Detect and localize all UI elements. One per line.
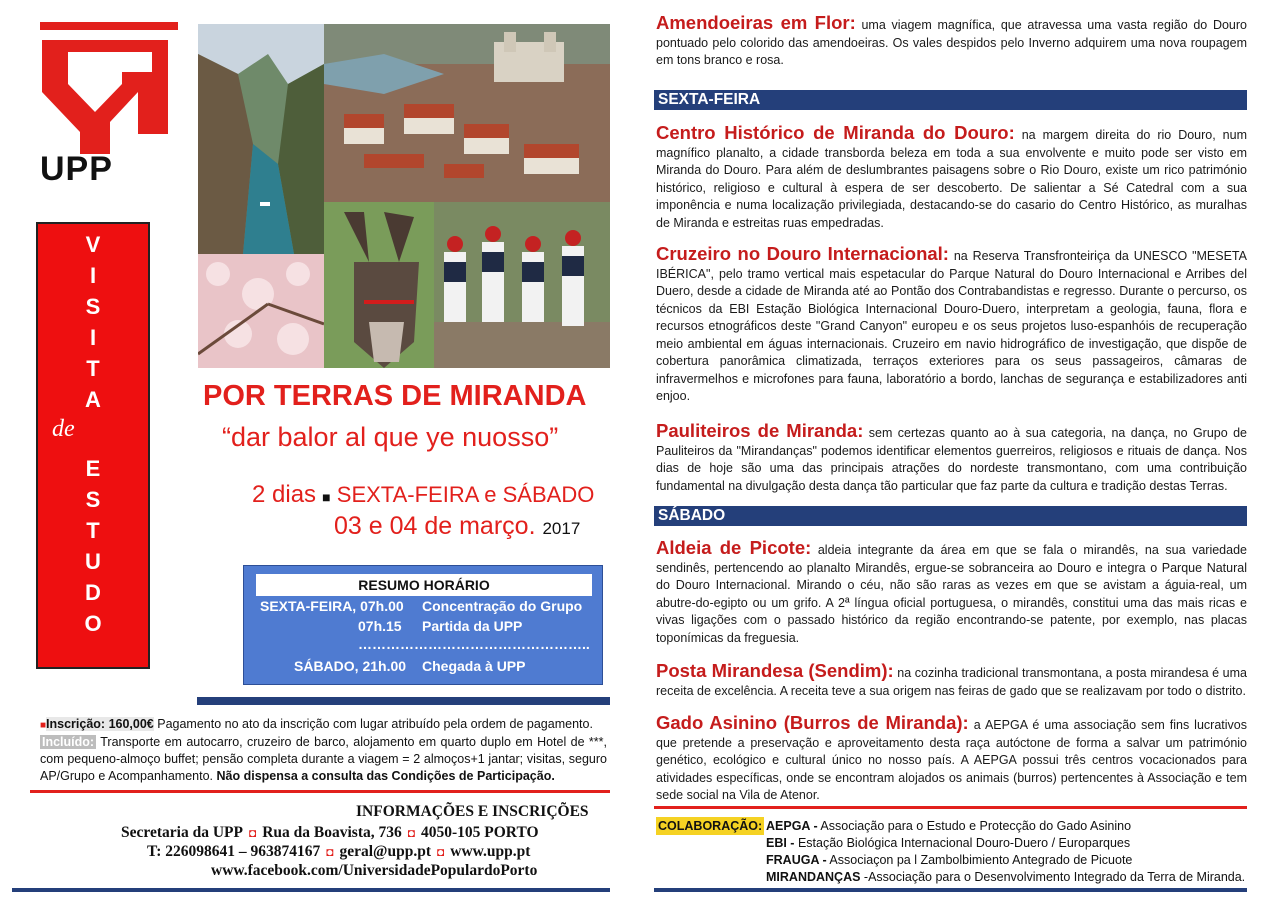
- contacts-address: [121, 824, 539, 842]
- banner-letter: S: [85, 487, 101, 512]
- collaboration-section: [656, 817, 1249, 889]
- collaborator-name: FRAUGA -: [766, 853, 827, 867]
- registration-bullet: ■: [40, 720, 47, 731]
- schedule-row-2-desc: Partida da UPP: [422, 618, 523, 634]
- collaborator-name: AEPGA -: [766, 819, 818, 833]
- schedule-row-4-desc: Chegada à UPP: [422, 658, 526, 674]
- banner-letter: I: [89, 325, 97, 350]
- schedule-summary-box: [243, 565, 603, 685]
- bottom-divider-left: [12, 888, 610, 892]
- section-text: na Reserva Transfronteiriça da UNESCO "MESETA IBÉRICA", pelo tramo vertical mais espetacular do Parque Natural do Douro Internacional e Arribes del Duero, desde a cidade de Miranda até ao Pontão dos Contrabandistas e regresso. Durante o percurso, os técnicos da EBI Estação Biológica Internacional Douro-Duero, interpretam a geologia, fauna, flora e recursos etnográficos deste "Grand Canyon" europeu e os seus projetos luso-espanhóis de recuperação meio ambiental em águas internacionais. Cruzeiro em navio hidrográfico de investigação, que dispõe de cobertura panorâmica climatizada, terraços exteriores para os seus passageiros, câmaras de infravermelhos e microfones para fauna, laboratório a bordo, lanchas de segurança e estabilizadores anti enjoo.: [656, 249, 1247, 403]
- section-heading: Posta Mirandesa (Sendim):: [656, 660, 894, 681]
- banner-letter: O: [84, 611, 102, 636]
- section-text: a AEPGA é uma associação sem fins lucrativos que pretende a preservação e aproveitamento desta raça autóctone de forma a salvar um património genético, ecológico e cultural único no nosso país. A AEPGA possui três centros vocacionados para atividades específicas, onde se encontram alojados os animais (burros) pertencentes à Associação e tem sede social na Vila de Atenor.: [656, 718, 1247, 802]
- canyon-photo: [198, 24, 324, 254]
- schedule-row-2-time: 07h.15: [358, 618, 402, 634]
- left-divider-red: [30, 790, 610, 793]
- section-amendoeiras: [656, 14, 1247, 70]
- event-dates: [334, 512, 580, 541]
- schedule-row-dots: …………………………………………..: [358, 636, 590, 652]
- section-cruzeiro: [656, 245, 1247, 406]
- section-heading: Pauliteiros de Miranda:: [656, 420, 864, 441]
- banner-letter: I: [89, 263, 97, 288]
- schedule-row-1-desc: Concentração do Grupo: [422, 598, 583, 614]
- miranda-town-photo: [324, 24, 610, 202]
- day-bar-saturday: SÁBADO: [654, 506, 1247, 526]
- collaborator-desc: Associaçon pa l Zambolbimiento Antegrado de Picuote: [826, 853, 1133, 867]
- separator-icon: ◘: [248, 826, 257, 840]
- banner-letter: A: [85, 387, 101, 412]
- schedule-row-4-day: SÁBADO, 21h.00: [294, 658, 407, 674]
- separator-icon: ◘: [407, 826, 415, 840]
- weekdays: SEXTA-FEIRA e SÁBADO: [336, 482, 595, 507]
- collaborator-frauga: [766, 851, 1132, 869]
- day-bar-friday: SEXTA-FEIRA: [654, 90, 1247, 110]
- left-divider-blue: [197, 697, 610, 705]
- collaborator-ebi: [766, 834, 1130, 852]
- registration-payment: Pagamento no ato da inscrição com lugar atribuído pela ordem de pagamento.: [153, 717, 593, 731]
- separator-icon: ◘: [437, 845, 445, 859]
- postal-code: 4050-105 PORTO: [421, 824, 539, 841]
- collaborator-aepga: [766, 817, 1131, 835]
- dates-text: 03 e 04 de março.: [334, 512, 536, 540]
- section-text: sem certezas quanto ao à sua categoria, na dança, no Grupo de Pauliteiros da "Mirandanças" podemos identificar elementos guerreiros, religiosos e rituais de dança. Nos dias de hoje são uma das principais atrações do nordeste transmontano, com uma contribuição fundamental na divulgação desta dança tão particular que faz parte da cultura e tradição destas Terras.: [656, 426, 1247, 493]
- section-heading: Centro Histórico de Miranda do Douro:: [656, 122, 1015, 143]
- banner-letter: D: [85, 580, 101, 605]
- banner-letter: S: [85, 294, 101, 319]
- banner-letter: T: [86, 356, 100, 381]
- logo-text: UPP: [40, 150, 113, 188]
- section-heading: Amendoeiras em Flor:: [656, 12, 856, 33]
- email-link[interactable]: geral@upp.pt: [339, 843, 431, 860]
- collaborator-name: EBI -: [766, 836, 795, 850]
- collaborator-desc: -Associação para o Desenvolvimento Integrado da Terra de Miranda.: [860, 870, 1246, 884]
- days-count: 2 dias: [252, 481, 317, 508]
- banner-letter: V: [85, 232, 101, 257]
- banner-de: de: [52, 416, 75, 442]
- facebook-link[interactable]: www.facebook.com/UniversidadePopulardoPorto: [211, 862, 538, 879]
- schedule-title: RESUMO HORÁRIO: [256, 574, 592, 596]
- registration-price: Inscrição: 160,00€: [46, 717, 154, 731]
- almond-blossom-photo: [198, 254, 324, 368]
- conditions-note: Não dispensa a consulta das Condições de Participação.: [216, 769, 555, 783]
- pauliteiros-dancers-photo: [434, 202, 610, 368]
- section-heading: Cruzeiro no Douro Internacional:: [656, 243, 949, 264]
- contacts-phone-email: [147, 843, 530, 861]
- website-link[interactable]: www.upp.pt: [450, 843, 531, 860]
- banner-letter: E: [85, 456, 101, 481]
- donkey-photo: [324, 202, 434, 368]
- banner-letter: U: [85, 549, 101, 574]
- section-centro-historico: [656, 124, 1247, 232]
- section-gado-asinino: [656, 714, 1247, 805]
- section-heading: Gado Asinino (Burros de Miranda):: [656, 712, 969, 733]
- included-label: Incluído:: [42, 735, 95, 749]
- section-pauliteiros: [656, 422, 1247, 495]
- section-aldeia-picote: [656, 539, 1247, 647]
- dates-year: 2017: [542, 519, 581, 538]
- registration-info: [40, 716, 607, 785]
- days-separator: ■: [322, 489, 331, 505]
- event-subtitle: “dar balor al que ye nuosso”: [222, 422, 559, 452]
- phone-numbers: T: 226098641 – 963874167: [147, 843, 321, 860]
- section-heading: Aldeia de Picote:: [656, 537, 812, 558]
- event-title: POR TERRAS DE MIRANDA: [203, 380, 587, 412]
- bottom-divider-right: [654, 888, 1247, 892]
- right-divider-red: [654, 806, 1247, 809]
- collaboration-label: COLABORAÇÃO:: [658, 819, 763, 833]
- banner-letter: T: [86, 518, 100, 543]
- secretariat: Secretaria da UPP: [121, 824, 243, 841]
- collaborator-desc: Estação Biológica Internacional Douro-Duero / Europarques: [794, 836, 1131, 850]
- section-text: uma viagem magnífica, que atravessa uma vasta região do Douro pontuado pelo colorido das amendoeiras. Os vales despidos pelo Inverno adquirem uma nova roupagem em tons branco e rosa.: [656, 18, 1247, 67]
- section-posta-mirandesa: [656, 662, 1247, 700]
- collaborator-name: MIRANDANÇAS: [766, 870, 861, 884]
- collaborator-mirandancas: [766, 868, 1245, 886]
- separator-icon: ◘: [326, 845, 334, 859]
- section-text: na margem direita do rio Douro, num magnífico planalto, a cidade transborda beleza em toda a sua envolvente e muito pode ser visto em Miranda do Douro. Para além de deslumbrantes paisagens sobre o Rio Douro, existe um rico património histórico, religioso e cultural à espera de ser descoberto. De salientar a Sé Catedral com a sua imponência e numa localização privilegiada, destacando-se do casario do Centro Histórico, as muralhas de Miranda e estreitas ruas empedradas.: [656, 128, 1248, 230]
- schedule-row-1-day: SEXTA-FEIRA, 07h.00: [260, 598, 404, 614]
- included-text: Transporte em autocarro, cruzeiro de barco, alojamento em quarto duplo em Hotel de ***, com pequeno-almoço buffet; pensão completa durante a viagem = 2 almoços+1 jantar; visitas, seguro AP/Grupo e Acompanhamento.: [40, 735, 607, 783]
- collaborator-desc: Associação para o Estudo e Protecção do Gado Asinino: [817, 819, 1132, 833]
- street: Rua da Boavista, 736: [262, 824, 402, 841]
- section-text: na cozinha tradicional transmontana, a posta mirandesa é uma receita de excelência. A receita teve a sua origem nas feiras de gado que se realizavam por todo o distrito.: [656, 666, 1248, 698]
- contacts-title: INFORMAÇÕES E INSCRIÇÕES: [356, 803, 589, 820]
- visita-de-estudo-banner: [36, 222, 150, 669]
- event-days: [252, 481, 594, 509]
- section-text: aldeia integrante da área em que se fala o mirandês, na sua variedade sendinês, pertencendo ao planalto Mirandês, ergue-se sobranceira ao Douro e integra o Parque Natural do Douro Internacional. Mirando o céu, não são raras as vezes em que se avistam a águia-real, um abutre-do-egipto ou um grifo. A 2ª língua oficial portuguesa, o mirandês, constitui uma das mais ricas e vivas ligações com o passado histórico da região encontrando-se patente, por exemplo, nas placas toponímicas da freguesia.: [656, 543, 1247, 645]
